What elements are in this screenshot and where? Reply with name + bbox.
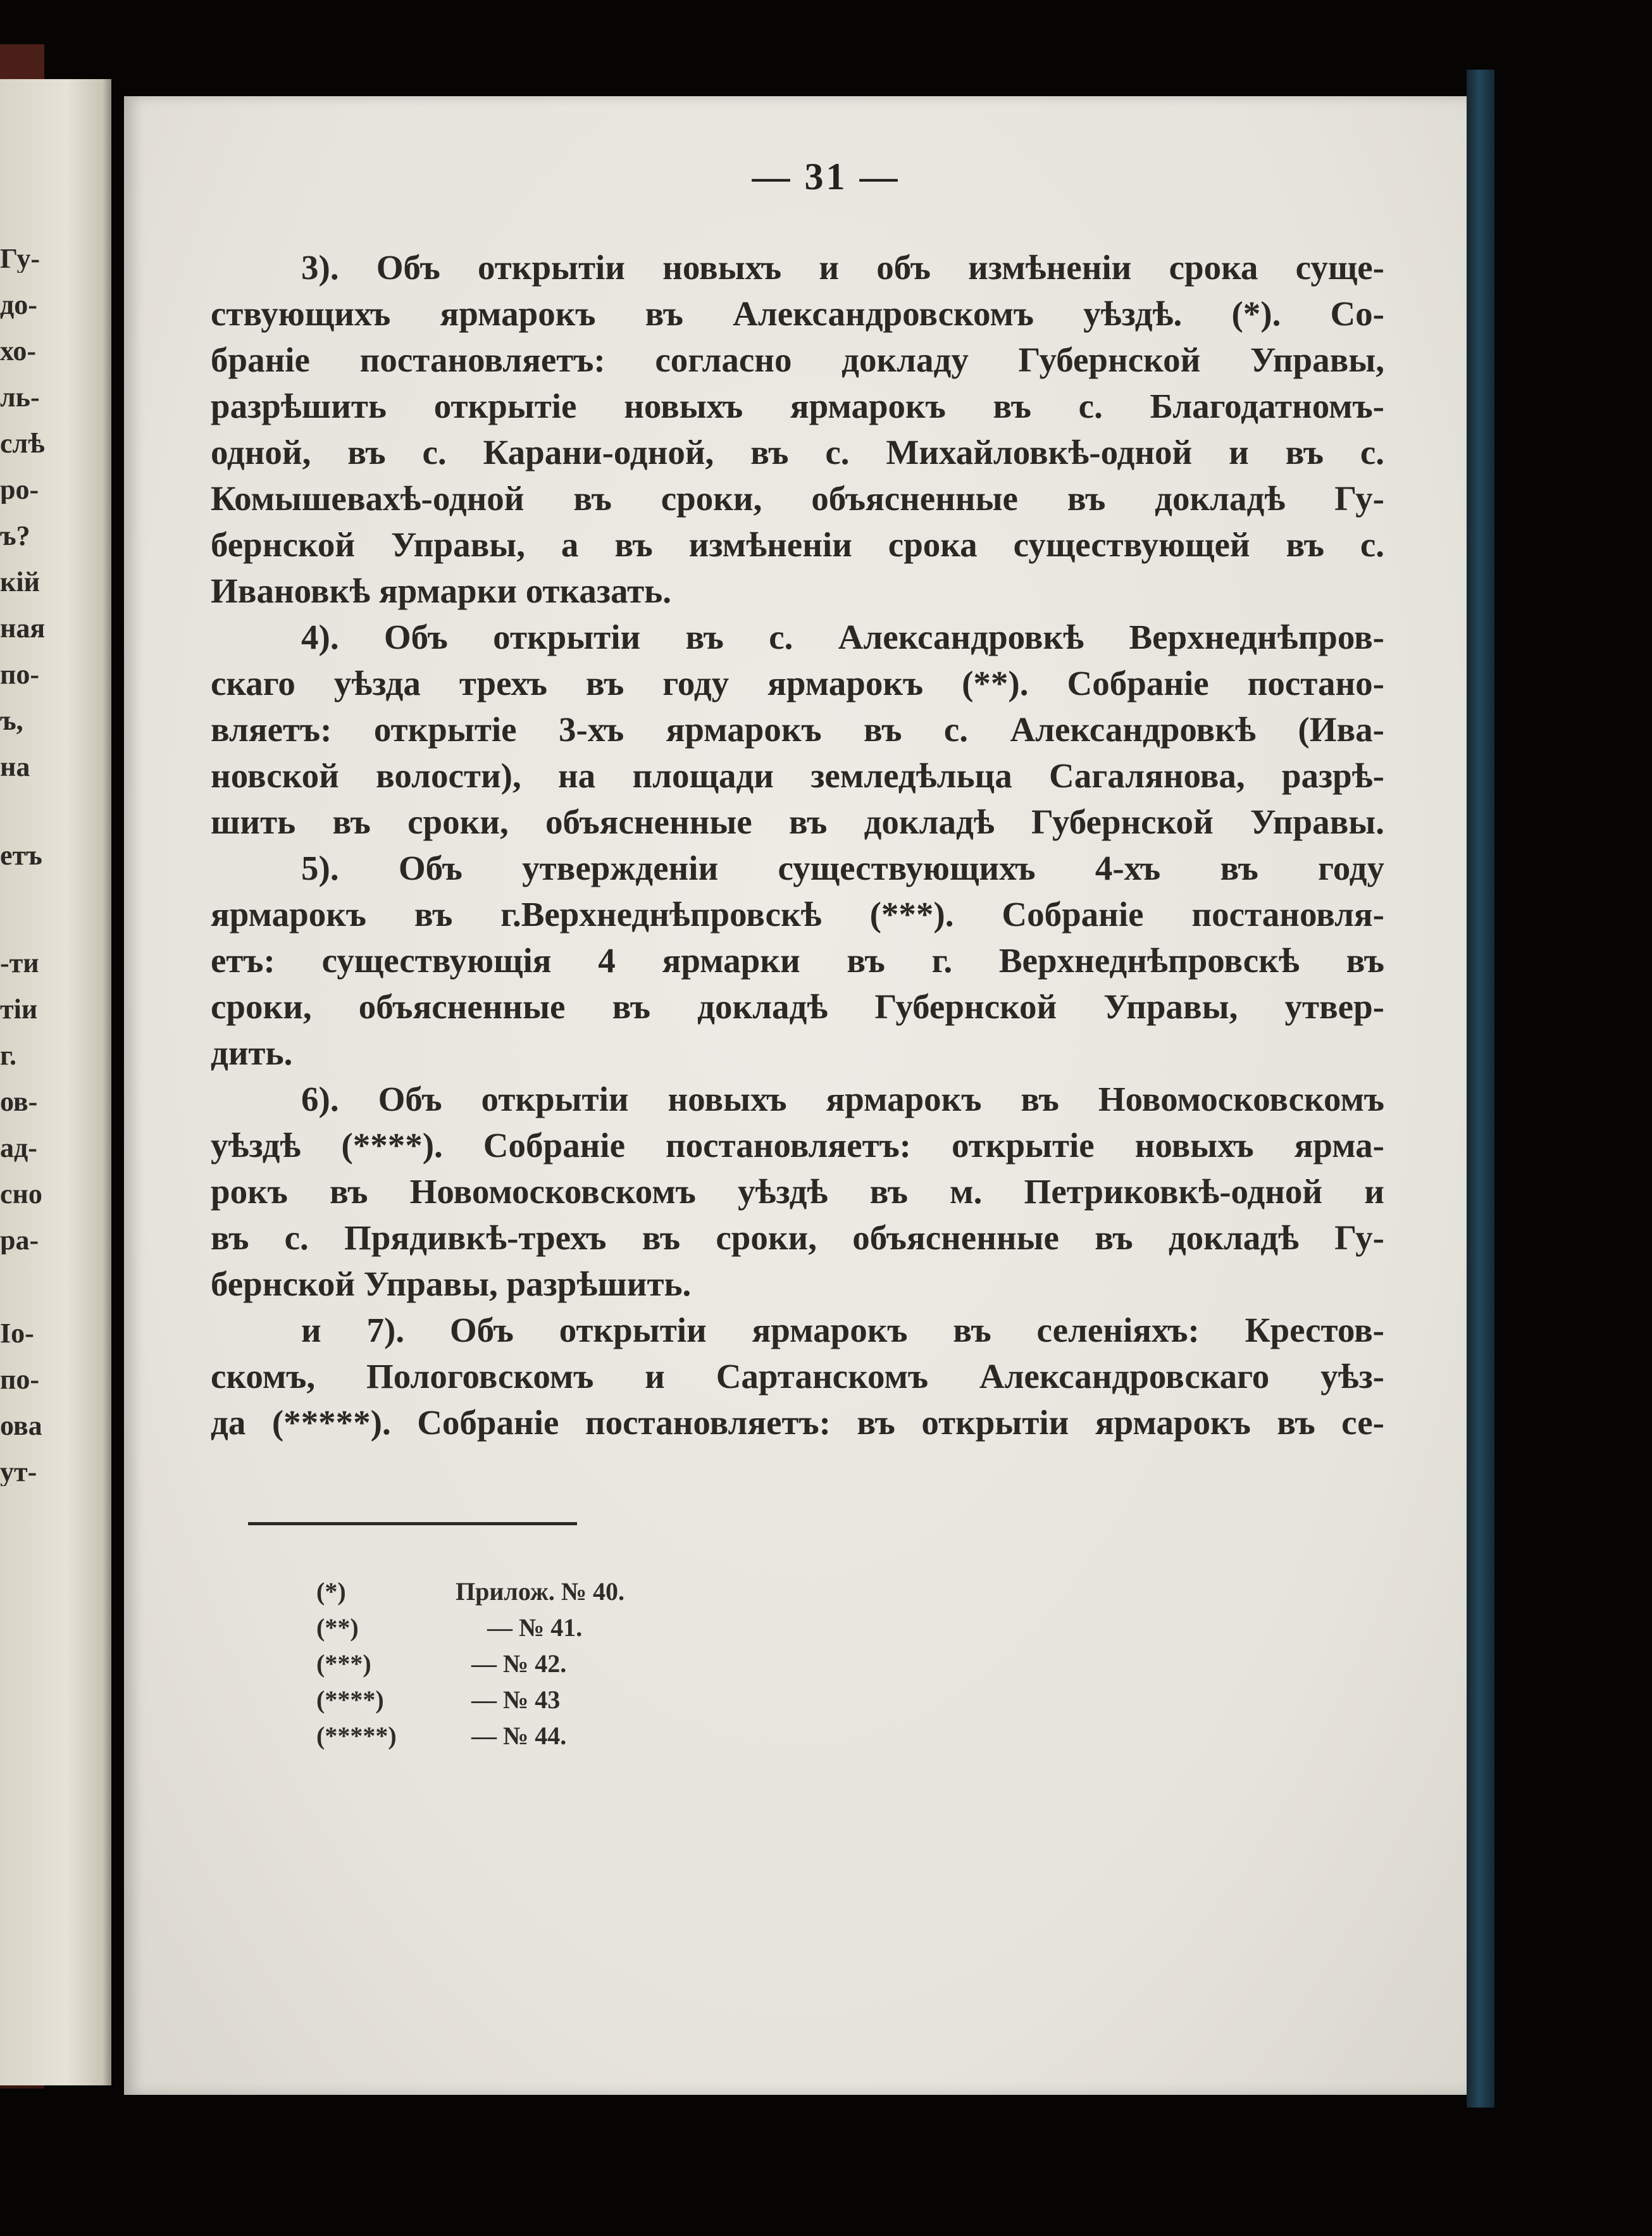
- facing-page-text: ъ?: [0, 522, 30, 550]
- footnote-divider: [248, 1522, 577, 1525]
- facing-page-text: тіи: [0, 996, 38, 1023]
- facing-page-text: ад-: [0, 1134, 37, 1162]
- body-line: 4). Объ открытіи въ с. Александровкѣ Верхнеднѣпров-: [301, 618, 1384, 656]
- body-line: бернской Управы, а въ измѣненіи срока существующей въ с.: [211, 525, 1384, 564]
- facing-page-text: до-: [0, 291, 37, 319]
- facing-page-text: Гу-: [0, 245, 40, 273]
- footnote-mark: (*): [316, 1577, 346, 1606]
- body-line: 6). Объ открытіи новыхъ ярмарокъ въ Новомосковскомъ: [301, 1080, 1384, 1118]
- body-line: Комышевахѣ-одной въ сроки, объясненные въ докладѣ Гу-: [211, 479, 1384, 518]
- footnote-mark: (*****): [316, 1721, 397, 1750]
- body-line: Ивановкѣ ярмарки отказать.: [211, 571, 671, 610]
- facing-page-text: Іо-: [0, 1320, 34, 1347]
- facing-page-text: ут-: [0, 1458, 37, 1486]
- facing-page-text: ра-: [0, 1227, 39, 1254]
- facing-page-text: ъ,: [0, 707, 23, 735]
- footnote-text: Прилож. № 40.: [456, 1577, 625, 1606]
- body-line: дить.: [211, 1034, 293, 1072]
- facing-page-text: ль-: [0, 384, 40, 411]
- facing-page-text: по-: [0, 661, 40, 689]
- facing-page-text: хо-: [0, 337, 36, 365]
- facing-page-text: -ти: [0, 949, 39, 977]
- facing-page-text: ная: [0, 615, 46, 642]
- facing-page-text: слѣ: [0, 430, 45, 458]
- body-line: ствующихъ ярмарокъ въ Александровскомъ уѣздѣ. (*). Со-: [211, 294, 1384, 333]
- facing-page-text: ов-: [0, 1088, 38, 1116]
- facing-page-fragment: [0, 79, 111, 2085]
- footnote-text: — № 43: [471, 1685, 561, 1714]
- facing-page-text: по-: [0, 1366, 40, 1394]
- footnote-mark: (**): [316, 1613, 359, 1642]
- body-line: вляетъ: открытіе 3-хъ ярмарокъ въ с. Александровкѣ (Ива-: [211, 710, 1384, 749]
- facing-page-text: сно: [0, 1180, 42, 1208]
- body-line: етъ: существующія 4 ярмарки въ г. Верхнеднѣпровскѣ въ: [211, 941, 1384, 980]
- body-line: и 7). Объ открытіи ярмарокъ въ селеніяхъ: Крестов-: [301, 1311, 1384, 1349]
- body-line: рокъ въ Новомосковскомъ уѣздѣ въ м. Петриковкѣ-одной и: [211, 1172, 1384, 1211]
- body-line: сроки, объясненные въ докладѣ Губернской Управы, утвер-: [211, 987, 1384, 1026]
- page-number: — 31 —: [752, 156, 900, 197]
- body-line: въ с. Прядивкѣ-трехъ въ сроки, объясненные въ докладѣ Гу-: [211, 1218, 1384, 1257]
- facing-page-text: кій: [0, 568, 40, 596]
- book-cover-edge-right: [1467, 70, 1494, 2108]
- body-line: новской волости), на площади земледѣльца Сагалянова, разрѣ-: [211, 756, 1384, 795]
- footnote-text: — № 44.: [471, 1721, 567, 1750]
- body-line: ярмарокъ въ г.Верхнеднѣпровскѣ (***). Собраніе постановля-: [211, 895, 1384, 934]
- facing-page-text: ова: [0, 1412, 42, 1440]
- body-line: 5). Объ утвержденіи существующихъ 4-хъ въ году: [301, 849, 1384, 887]
- body-line: да (*****). Собраніе постановляетъ: въ открытіи ярмарокъ въ се-: [211, 1403, 1384, 1442]
- body-line: 3). Объ открытіи новыхъ и объ измѣненіи срока суще-: [301, 248, 1384, 287]
- footnote-text: — № 42.: [471, 1649, 567, 1678]
- facing-page-text: г.: [0, 1042, 17, 1070]
- body-line: браніе постановляетъ: согласно докладу Губернской Управы,: [211, 340, 1384, 379]
- facing-page-text: ро-: [0, 476, 39, 504]
- footnote-mark: (***): [316, 1649, 371, 1678]
- footnote-text: — № 41.: [487, 1613, 583, 1642]
- facing-page-text: на: [0, 753, 30, 781]
- footnote-mark: (****): [316, 1685, 384, 1714]
- body-line: скомъ, Пологовскомъ и Сартанскомъ Александровскаго уѣз-: [211, 1357, 1384, 1396]
- body-line: уѣздѣ (****). Собраніе постановляетъ: открытіе новыхъ ярма-: [211, 1126, 1384, 1165]
- body-line: бернской Управы, разрѣшить.: [211, 1265, 692, 1303]
- body-line: одной, въ с. Карани-одной, въ с. Михайловкѣ-одной и въ с.: [211, 433, 1384, 472]
- body-line: разрѣшить открытіе новыхъ ярмарокъ въ с. Благодатномъ-: [211, 387, 1384, 425]
- body-line: шить въ сроки, объясненные въ докладѣ Губернской Управы.: [211, 803, 1384, 841]
- body-line: скаго уѣзда трехъ въ году ярмарокъ (**). Собраніе постано-: [211, 664, 1384, 703]
- facing-page-text: етъ: [0, 842, 42, 870]
